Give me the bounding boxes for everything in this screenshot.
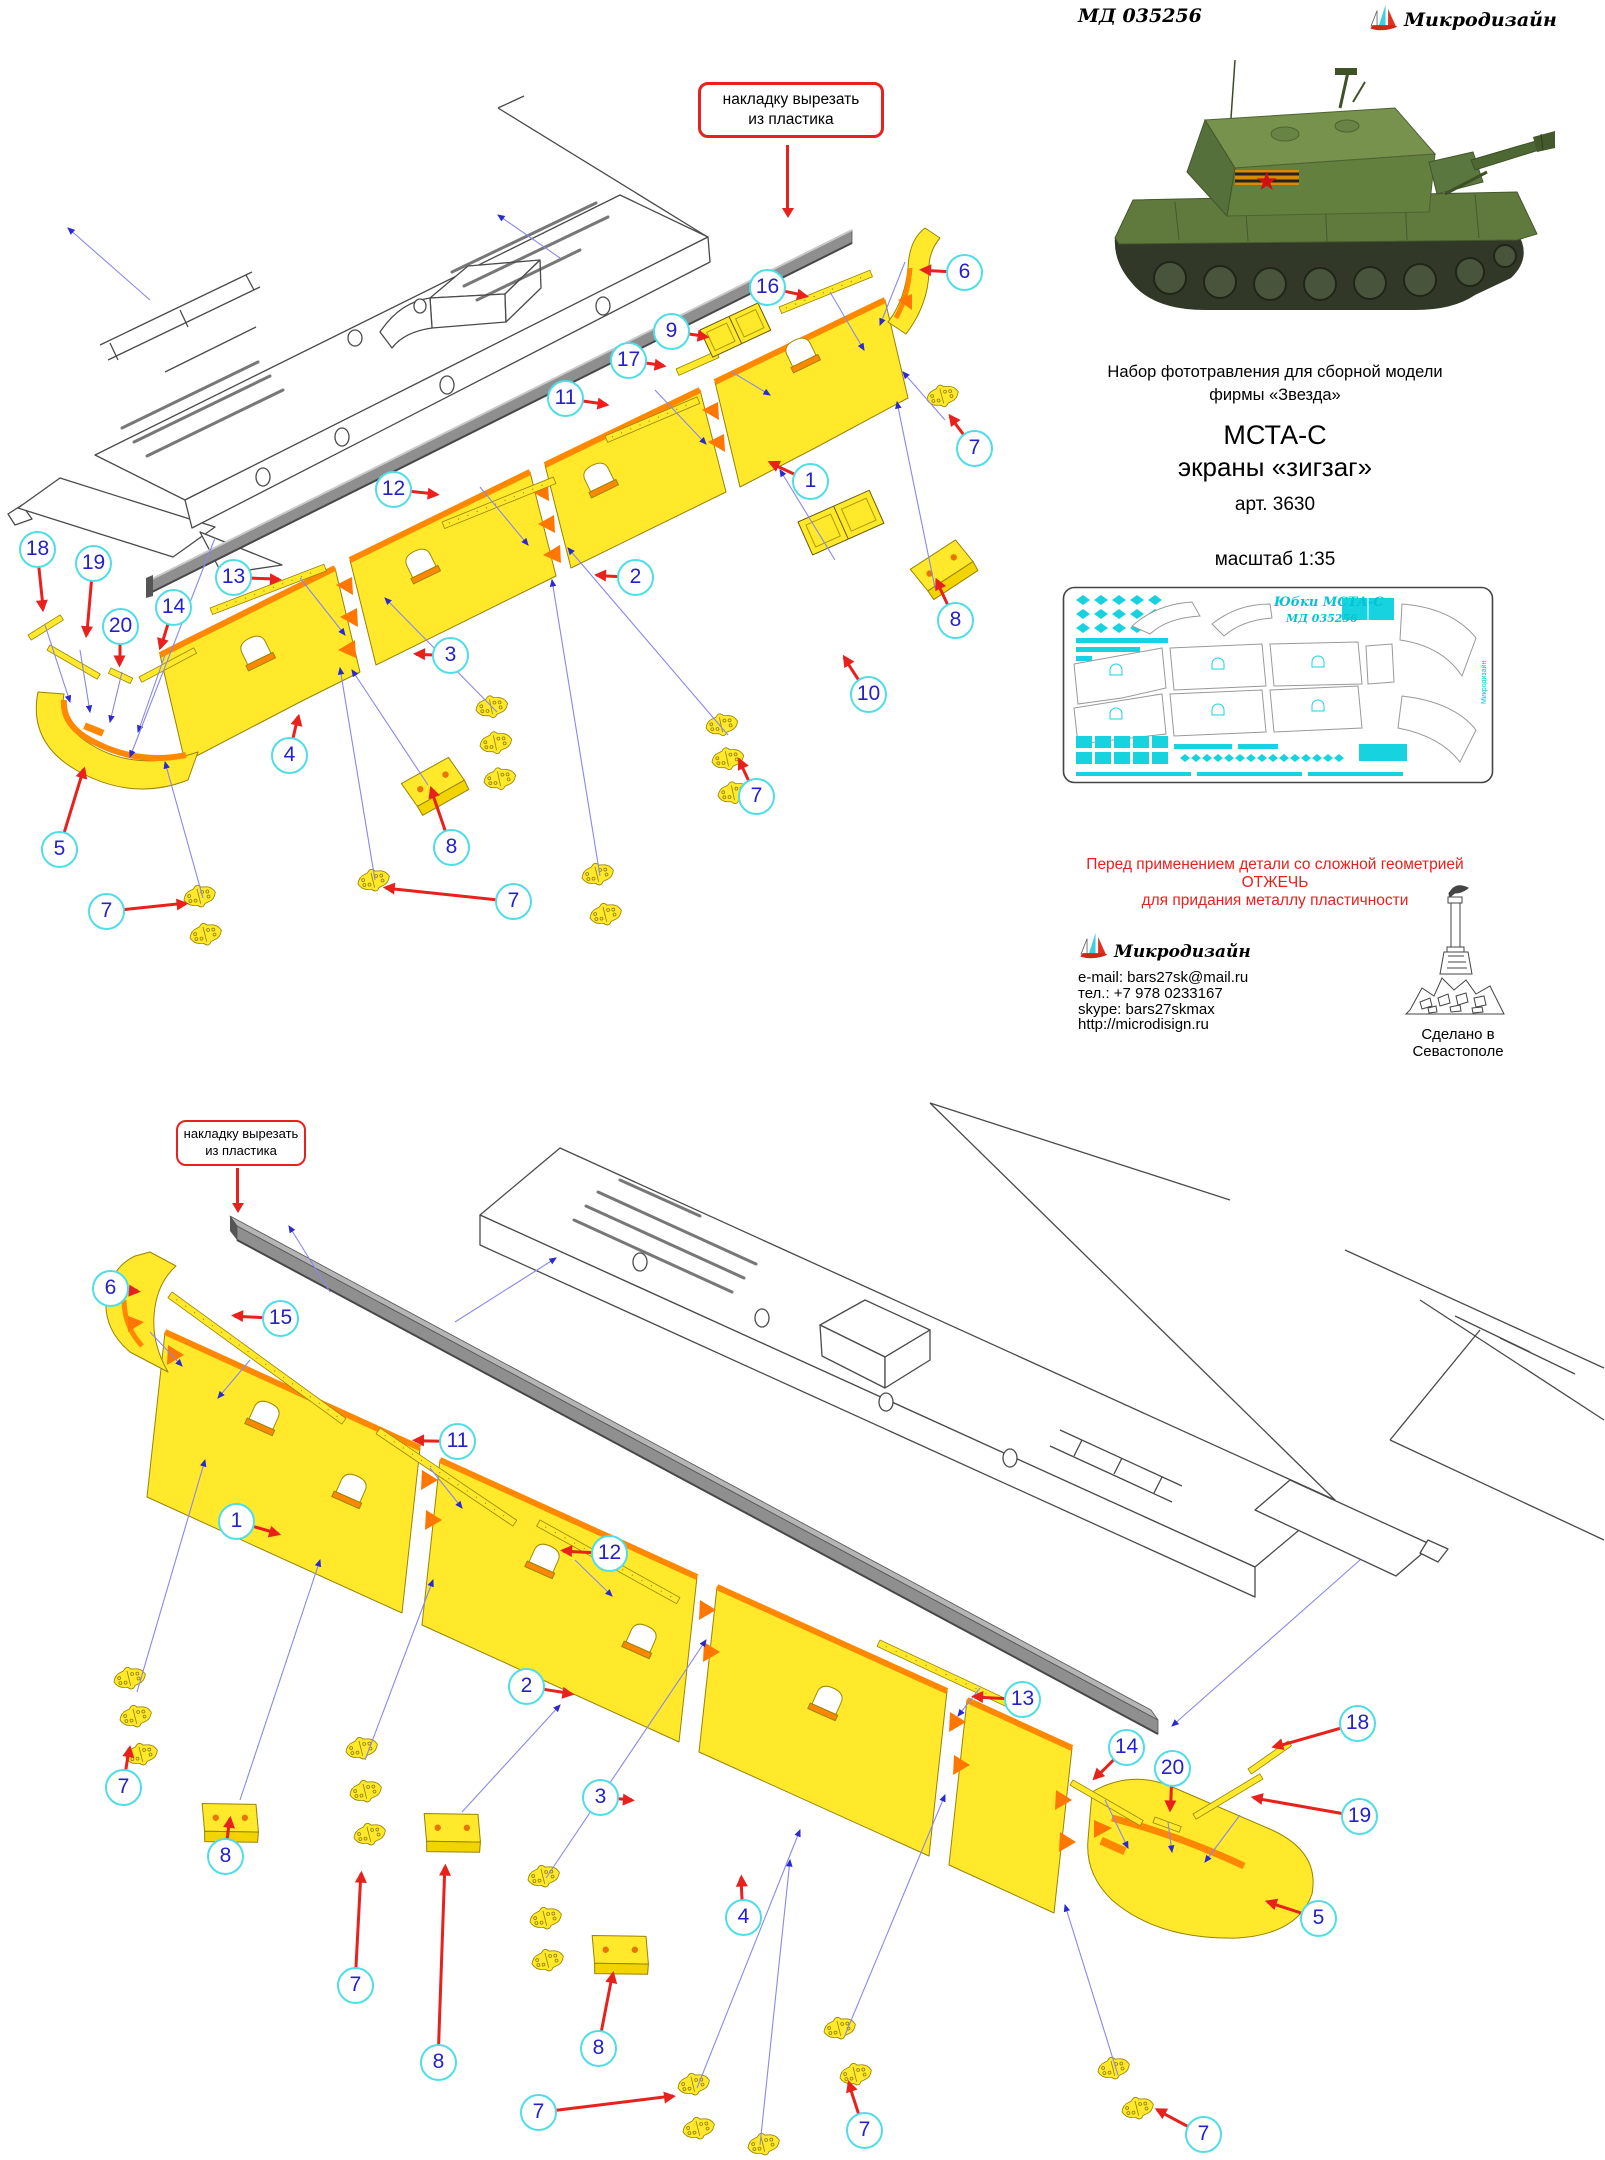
- contact-phone: тел.: +7 978 0233167: [1078, 984, 1223, 1002]
- article-number: арт. 3630: [1234, 494, 1316, 515]
- red-star-marking: ★: [1255, 166, 1279, 196]
- skirt-rear-part6-top: [888, 228, 940, 334]
- part-callout-7: 7: [520, 2094, 557, 2131]
- plate-part10: [798, 490, 884, 555]
- part-callout-4: 4: [725, 1899, 762, 1936]
- warning-line2: ОТЖЕЧЬ: [1241, 874, 1309, 891]
- photo-etch-fret: [1062, 586, 1494, 789]
- part-callout-4: 4: [271, 737, 308, 774]
- part-callout-8: 8: [420, 2044, 457, 2081]
- product-description-line1: Набор фототравления для сборной модели: [1107, 363, 1443, 381]
- fret-code: МД 035256: [1286, 612, 1358, 625]
- product-description-line2: фирмы «Звезда»: [1209, 386, 1341, 404]
- part-callout-7: 7: [738, 778, 775, 815]
- warning-line1: Перед применением детали со сложной геометрией: [1086, 856, 1464, 873]
- contact-site: http://microdisign.ru: [1078, 1016, 1209, 1034]
- part-callout-8: 8: [580, 2030, 617, 2067]
- part-callout-11: 11: [439, 1423, 476, 1460]
- made-in-label: Сделано в Севастополе: [1412, 1026, 1504, 1060]
- bent-plate8-top-a: [906, 536, 982, 603]
- part-callout-19: 19: [75, 545, 112, 582]
- part-callout-7: 7: [1185, 2116, 1222, 2153]
- tank-photo: [1085, 42, 1555, 332]
- part-callout-8: 8: [937, 602, 974, 639]
- part-callout-19: 19: [1341, 1798, 1378, 1835]
- sevastopol-monument: [1392, 880, 1522, 1033]
- note-cut-from-plastic-bottom: [176, 1120, 306, 1166]
- part-callout-20: 20: [1154, 1750, 1191, 1787]
- part-callout-12: 12: [591, 1535, 628, 1572]
- note-leader-top: [786, 145, 789, 209]
- bent-plate8-top-b: [398, 755, 472, 819]
- part-callout-12: 12: [375, 471, 412, 508]
- part-callout-9: 9: [653, 313, 690, 350]
- bent-plate8-bottom-c: [582, 1922, 657, 1988]
- part-callout-5: 5: [41, 831, 78, 868]
- part-callout-2: 2: [508, 1668, 545, 1705]
- part-callout-11: 11: [547, 380, 584, 417]
- part-callout-7: 7: [105, 1769, 142, 1806]
- part-callout-14: 14: [155, 589, 192, 626]
- part-callout-3: 3: [432, 637, 469, 674]
- part-callout-10: 10: [850, 676, 887, 713]
- brand-name-bottom: Микродизайн: [1114, 942, 1251, 962]
- product-title: МСТА-С: [1223, 420, 1327, 450]
- part-callout-1: 1: [792, 463, 829, 500]
- brand-logo-bottom: [1076, 930, 1110, 971]
- msta-s-tank-image: [1085, 42, 1555, 327]
- contact-info: [1078, 970, 1248, 1033]
- part-callout-13: 13: [1004, 1681, 1041, 1718]
- skirt-rear-part5-bottom: [1088, 1779, 1313, 1938]
- part-callout-2: 2: [617, 559, 654, 596]
- diagram-bottom: [106, 1103, 1604, 2159]
- contact-email: e-mail: bars27sk@mail.ru: [1078, 969, 1249, 986]
- part-callout-7: 7: [337, 1967, 374, 2004]
- note-top-line1: накладку вырезать: [722, 91, 860, 108]
- contact-skype: skype: bars27skmax: [1078, 1000, 1215, 1018]
- part-callout-18: 18: [19, 531, 56, 568]
- note-leader-bottom: [236, 1168, 239, 1204]
- bent-plate8-bottom-b: [414, 1800, 489, 1866]
- part-callout-14: 14: [1108, 1729, 1145, 1766]
- part-callout-1: 1: [218, 1503, 255, 1540]
- sailboat-logo-icon: [1366, 2, 1400, 38]
- fret-title: Юбки МСТА-С: [1274, 595, 1384, 610]
- sheet-code: МД 035256: [1078, 5, 1202, 27]
- warning-line3: для придания металлу пластичности: [1141, 892, 1409, 909]
- part-callout-6: 6: [946, 254, 983, 291]
- part-callout-7: 7: [88, 893, 125, 930]
- part-callout-8: 8: [433, 829, 470, 866]
- bent-plate8-bottom-a: [192, 1790, 267, 1856]
- fret-drawing: [1062, 586, 1494, 784]
- part-callout-6: 6: [92, 1270, 129, 1307]
- part-callout-18: 18: [1339, 1705, 1376, 1742]
- part-callout-17: 17: [610, 342, 647, 379]
- brand-logo-top: [1366, 2, 1400, 43]
- fret-side-label: Микродизайн: [1481, 660, 1488, 704]
- monument-drawing: [1392, 880, 1522, 1028]
- note-bottom-line2: из пластика: [205, 1142, 277, 1158]
- part-callout-16: 16: [749, 269, 786, 306]
- hull-deck-outline-bottom: [480, 1103, 1604, 1597]
- part-callout-5: 5: [1300, 1900, 1337, 1937]
- sailboat-logo-icon: [1076, 930, 1110, 966]
- part-callout-3: 3: [582, 1779, 619, 1816]
- note-top-line2: из пластика: [748, 111, 834, 129]
- note-cut-from-plastic-top: [698, 82, 884, 138]
- part-callout-15: 15: [262, 1300, 299, 1337]
- part-callout-7: 7: [846, 2112, 883, 2149]
- diagram-top: [8, 96, 982, 949]
- part-callout-20: 20: [102, 608, 139, 645]
- part-callout-7: 7: [495, 883, 532, 920]
- part-callout-13: 13: [215, 559, 252, 596]
- part-callout-7: 7: [956, 430, 993, 467]
- scale-label: масштаб 1:35: [1214, 549, 1336, 570]
- brand-name-top: Микродизайн: [1404, 9, 1557, 31]
- product-subtitle: экраны «зигзаг»: [1177, 452, 1373, 482]
- part-callout-8: 8: [207, 1838, 244, 1875]
- note-bottom-line1: накладку вырезать: [183, 1126, 299, 1141]
